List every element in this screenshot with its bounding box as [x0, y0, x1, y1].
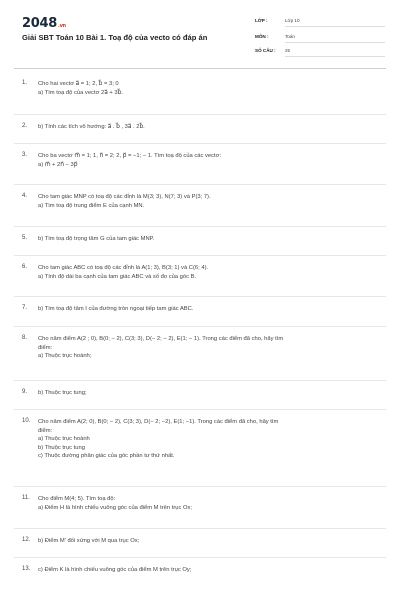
- question-body: [38, 495, 383, 512]
- question-separator: [14, 326, 386, 327]
- meta-class-label: LỚP :: [255, 18, 268, 23]
- question-line: a) Tính độ dài ba cạnh của tam giác ABC và số đo của góc B.: [38, 273, 197, 280]
- meta-count: [255, 48, 290, 53]
- question-line: Cho điểm M(4; 5). Tìm toạ độ:: [38, 496, 116, 502]
- question-line: điểm:: [38, 344, 53, 351]
- question-line: Cho năm điểm A(2; 0), B(0; − 2), C(3; 3), D(− 2; −2), E(1; −1). Trong các điểm đã cho, hãy tìm: [38, 419, 279, 425]
- question-line: Cho tam giác ABC có toạ độ các đỉnh là A(1; 3), B(3; 1) và C(6; 4).: [38, 265, 209, 271]
- question-number: 4.: [22, 193, 28, 199]
- question-line: a) Thuộc trục hoành: [38, 436, 90, 443]
- question-line: a) m⃗ + 2n⃗ − 3p⃗: [38, 161, 78, 168]
- question-line: a) Tìm toạ độ trung điểm E của cạnh MN.: [38, 202, 145, 209]
- document-title: Giải SBT Toán 10 Bài 1. Toạ độ của vecto có đáp án: [22, 33, 208, 42]
- question-separator: [14, 486, 386, 487]
- meta-class-value: Lớp 10: [285, 18, 300, 23]
- question-line: b) Tìm toạ độ trọng tâm G của tam giác MNP.: [38, 236, 155, 242]
- question-separator: [14, 557, 386, 558]
- question-separator: [14, 528, 386, 529]
- meta-underline: [285, 42, 385, 43]
- question-line: Cho năm điểm A(2 ; 0), B(0; − 2), C(3; 3), D(− 2; − 2), E(1; − 1). Trong các điểm đã cho, hãy tìm: [38, 336, 284, 342]
- header-divider: [14, 68, 386, 69]
- question-line: a) Điểm H là hình chiếu vuông góc của điểm M trên trục Ox;: [38, 504, 193, 511]
- question-separator: [14, 226, 386, 227]
- question-number: 5.: [22, 235, 28, 241]
- question-number: 13.: [22, 566, 31, 572]
- question-body: [38, 264, 383, 281]
- question-body: [38, 80, 383, 97]
- question-separator: [14, 184, 386, 185]
- question-separator: [14, 143, 386, 144]
- logo-suffix: .vn: [57, 23, 66, 29]
- question-body: [38, 152, 383, 169]
- question-body: [38, 335, 383, 361]
- question-number: 7.: [22, 305, 28, 311]
- meta-underline: [285, 26, 385, 27]
- question-body: [38, 389, 383, 398]
- question-separator: [14, 296, 386, 297]
- logo-text: 2048: [22, 16, 57, 31]
- question-line: b) Thuộc trục tung;: [38, 390, 87, 396]
- question-number: 2.: [22, 123, 28, 129]
- question-body: [38, 566, 383, 575]
- question-line: điểm:: [38, 427, 53, 434]
- question-body: [38, 123, 383, 132]
- question-line: Cho ba vectơ m⃗ = 1; 1, n⃗ = 2; 2, p⃗ = −1; − 1. Tìm toạ độ của các vectơ:: [38, 153, 222, 159]
- meta-count-value: 25: [285, 48, 291, 53]
- question-line: c) Điểm K là hình chiếu vuông góc của điểm M trên trục Oy;: [38, 567, 192, 573]
- meta-subject: [255, 34, 295, 39]
- question-line: b) Tìm toạ độ tâm I của đường tròn ngoại tiếp tam giác ABC.: [38, 306, 194, 312]
- question-number: 9.: [22, 389, 28, 395]
- meta-subject-label: MÔN :: [255, 34, 269, 39]
- meta-subject-value: Toán: [285, 34, 295, 39]
- question-line: a) Tìm toạ độ của vectơ 2a⃗ + 3b⃗.: [38, 89, 123, 96]
- meta-underline: [285, 56, 385, 57]
- question-body: [38, 235, 383, 244]
- question-line: Cho tam giác MNP có toạ độ các đỉnh là M(3; 3), N(7; 3) và P(3; 7).: [38, 194, 211, 200]
- question-line: Cho hai vectơ a⃗ = 1; 2, b⃗ = 3; 0: [38, 81, 119, 87]
- question-number: 10.: [22, 418, 31, 424]
- question-number: 1.: [22, 80, 28, 86]
- meta-class: [255, 18, 300, 23]
- question-body: [38, 305, 383, 314]
- question-number: 6.: [22, 264, 28, 270]
- question-line: b) Điểm M' đối xứng với M qua trục Ox;: [38, 538, 140, 544]
- document-header: [0, 0, 400, 62]
- meta-count-label: SỐ CÂU :: [255, 48, 276, 53]
- question-body: [38, 418, 383, 461]
- question-separator: [14, 380, 386, 381]
- question-separator: [14, 114, 386, 115]
- question-number: 8.: [22, 335, 28, 341]
- question-body: [38, 537, 383, 546]
- question-number: 3.: [22, 152, 28, 158]
- question-separator: [14, 409, 386, 410]
- question-line: a) Thuộc trục hoành;: [38, 353, 92, 360]
- question-body: [38, 193, 383, 210]
- question-number: 12.: [22, 537, 31, 543]
- question-line: c) Thuộc đường phân giác của góc phần tư thứ nhất.: [38, 453, 175, 460]
- question-line: b) Thuộc trục tung: [38, 444, 85, 451]
- question-line: b) Tính các tích vô hướng: a⃗ . b⃗ , 3a⃗ . 2b⃗.: [38, 124, 145, 130]
- question-separator: [14, 255, 386, 256]
- site-logo[interactable]: [22, 16, 66, 31]
- question-number: 11.: [22, 495, 30, 501]
